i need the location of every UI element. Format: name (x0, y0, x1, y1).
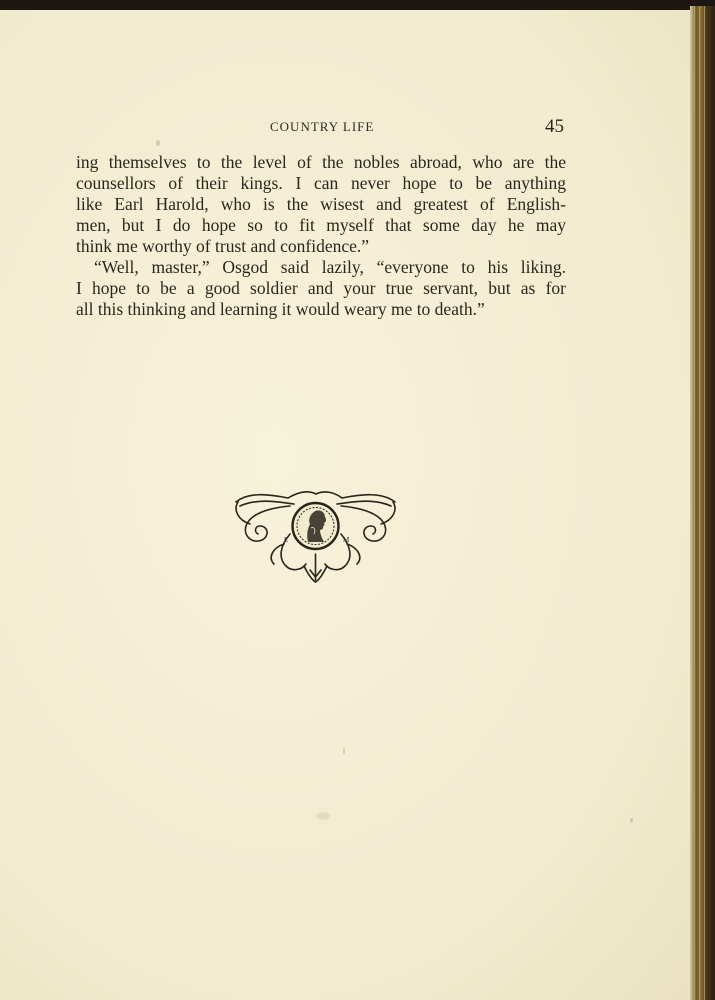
body-text (76, 152, 566, 320)
monogram-right: M (343, 536, 350, 544)
text-line: think me worthy of trust and confidence.” (76, 236, 370, 256)
page-header (0, 117, 690, 137)
ornament-tailpiece (228, 484, 403, 584)
monogram-left: L (284, 536, 289, 544)
paper-speck (156, 140, 160, 146)
paper-speck (343, 748, 345, 754)
text-line: all this thinking and learning it would weary me to death.” (76, 299, 485, 319)
paper-speck (630, 818, 633, 823)
text-line: ing themselves to the level of the nobles abroad, who are the (76, 152, 566, 172)
text-line: “Well, master,” Osgod said lazily, “everyone to his liking. (94, 257, 566, 277)
text-line: counsellors of their kings. I can never hope to be anything (76, 173, 566, 193)
paper-speck (316, 812, 330, 820)
text-line: I hope to be a good soldier and your true servant, but as for (76, 278, 566, 298)
page-edge (690, 6, 715, 1000)
text-line: men, but I do hope so to fit myself that some day he may (76, 215, 566, 235)
running-title: COUNTRY LIFE (270, 119, 375, 134)
text-line: like Earl Harold, who is the wisest and greatest of English- (76, 194, 566, 214)
page-number: 45 (545, 116, 564, 137)
